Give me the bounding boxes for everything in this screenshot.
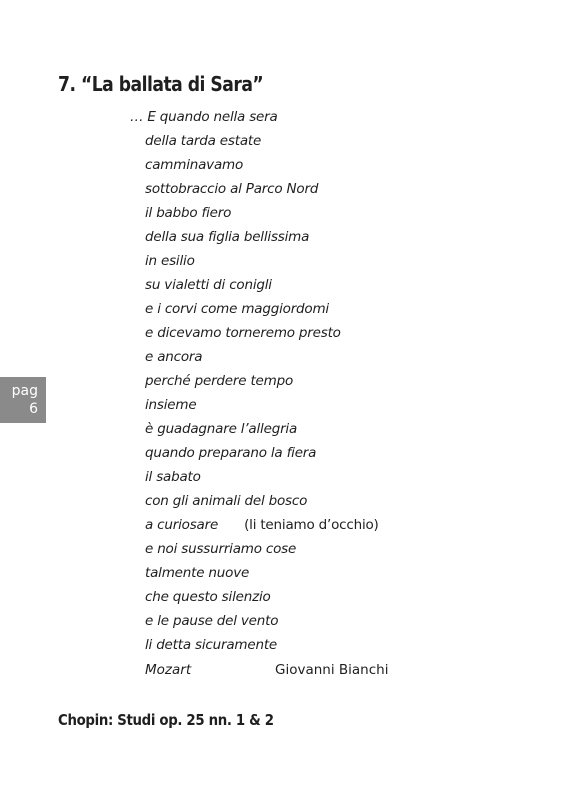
- poem-line: quando preparano la fiera: [145, 445, 317, 461]
- poem-line: e i corvi come maggiordomi: [145, 301, 329, 317]
- poem-line: che questo silenzio: [145, 589, 271, 605]
- poem-line: e dicevamo torneremo presto: [145, 325, 341, 341]
- poem-body: [130, 105, 379, 657]
- signature-author: Giovanni Bianchi: [275, 662, 389, 678]
- poem-line: il sabato: [145, 469, 201, 485]
- poem-line: della sua figlia bellissima: [145, 229, 310, 245]
- poem-line: su vialetti di conigli: [145, 277, 272, 293]
- page-tab-number: 6: [29, 401, 38, 417]
- page-tab-label: pag: [11, 383, 38, 399]
- poem-line: in esilio: [145, 253, 195, 269]
- poem-line: camminavamo: [145, 157, 244, 173]
- poem-aside: (li teniamo d’occhio): [244, 517, 379, 533]
- signature-mozart: Mozart: [145, 662, 192, 678]
- poem-line: … E quando nella sera: [130, 109, 278, 125]
- poem-line: e le pause del vento: [145, 613, 279, 629]
- poem-line: è guadagnare l’allegria: [145, 421, 298, 437]
- poem-line: talmente nuove: [145, 565, 250, 581]
- poem-line: insieme: [145, 397, 197, 413]
- poem-line: e noi sussurriamo cose: [145, 541, 297, 557]
- poem-line: a curiosare: [145, 517, 219, 533]
- poem-line: e ancora: [145, 349, 203, 365]
- footer-heading: Chopin: Studi op. 25 nn. 1 & 2: [58, 711, 274, 729]
- page-number-tab: [0, 377, 46, 423]
- poem-line: il babbo fiero: [145, 205, 232, 221]
- poem-line: della tarda estate: [145, 133, 262, 149]
- section-title: 7. “La ballata di Sara”: [58, 72, 264, 96]
- poem-line: perché perdere tempo: [145, 373, 294, 389]
- poem-line: li detta sicuramente: [145, 637, 278, 653]
- poem-line-with-aside: [130, 513, 379, 537]
- poem-line: sottobraccio al Parco Nord: [145, 181, 319, 197]
- poem-line: con gli animali del bosco: [145, 493, 308, 509]
